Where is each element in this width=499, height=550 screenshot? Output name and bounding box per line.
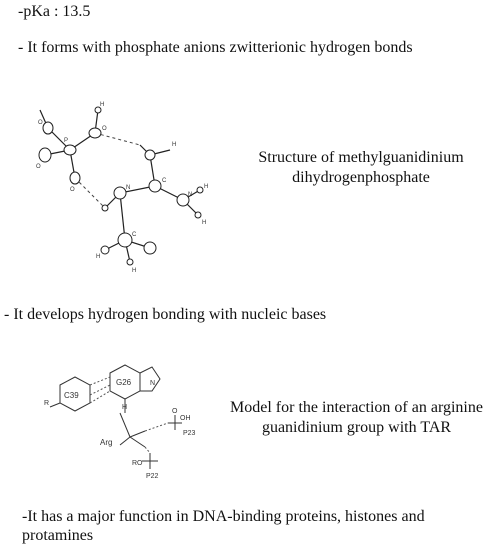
label-ro: RO	[132, 460, 143, 467]
model-labels	[44, 378, 196, 480]
label-r: R	[44, 400, 50, 407]
label-oh: OH	[180, 415, 191, 422]
atom-label-o4: O	[70, 187, 75, 193]
atom-label-c1: C	[132, 232, 137, 238]
nucleic-bullet: - It develops hydrogen bonding with nucleic bases	[4, 306, 327, 323]
label-c39: C39	[64, 391, 79, 400]
atom-label-p: P	[64, 138, 69, 144]
label-p22: P22	[146, 473, 159, 480]
atom-label-n2: N	[188, 192, 193, 198]
pka-line: -pKa : 13.5	[18, 3, 91, 20]
atom-label-h2: H	[172, 142, 177, 148]
atom-label-o3: O	[36, 164, 41, 170]
atom-label-h4: H	[202, 220, 207, 226]
atom-label-h6: H	[132, 268, 137, 274]
atom-label-h5: H	[96, 254, 101, 260]
dna-bullet: -It has a major function in DNA-binding proteins, histones and protamines	[22, 508, 425, 544]
figure2-caption-line1: Model for the interaction of an arginine	[230, 399, 483, 416]
atom-label-n1: N	[126, 185, 131, 191]
label-h: H	[122, 404, 128, 411]
crystal-atoms	[39, 107, 203, 265]
figure2-caption	[214, 398, 499, 438]
phosphate-bullet: - It forms with phosphate anions zwitterionic hydrogen bonds	[18, 39, 413, 56]
crystal-structure-figure	[0, 90, 240, 280]
atom-label-o2: O	[102, 126, 107, 132]
label-p23: P23	[183, 430, 196, 437]
figure2-caption-line2: guanidinium group with TAR	[261, 419, 452, 436]
atom-label-o1: O	[38, 120, 43, 126]
atom-label-c2: C	[162, 178, 167, 184]
label-n: N	[150, 380, 156, 387]
label-g26: G26	[116, 378, 132, 387]
figure1-caption-line1: Structure of methylguanidinium	[258, 149, 464, 166]
figure1-caption	[236, 148, 486, 188]
arginine-tar-model-figure	[0, 345, 220, 485]
atom-label-h3: H	[204, 184, 209, 190]
figure1-caption-line2: dihydrogenphosphate	[292, 169, 430, 186]
label-arg: Arg	[100, 438, 113, 447]
atom-label-h1: H	[100, 102, 105, 108]
label-o: O	[172, 408, 178, 415]
hydrogen-bonds	[75, 133, 140, 208]
